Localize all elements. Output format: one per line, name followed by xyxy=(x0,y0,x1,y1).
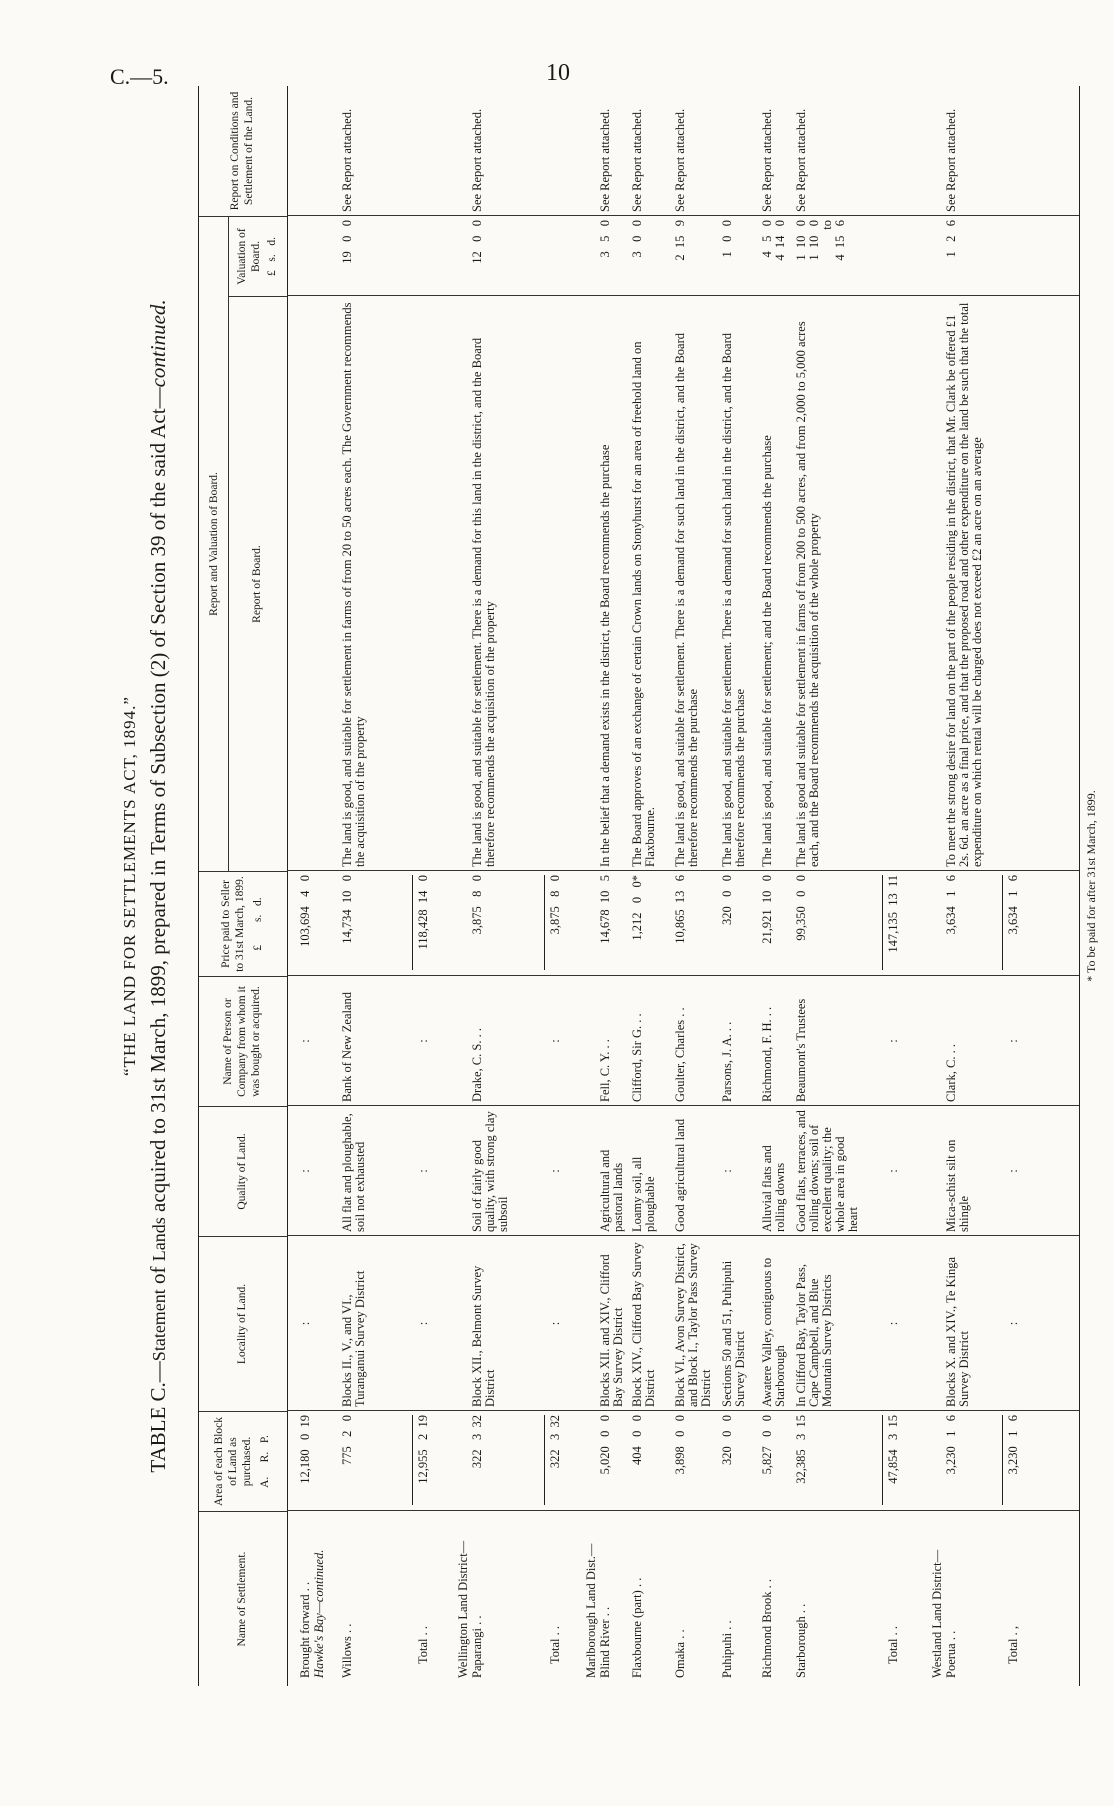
header-price-label: Price paid to Seller to 31st March, 1899. xyxy=(220,876,247,972)
header-area-label: Area of each Block of Land as purchased. xyxy=(213,1416,253,1507)
total-rule xyxy=(544,875,545,970)
cell-area: 12,180 0 19 xyxy=(298,1415,312,1484)
total-rule xyxy=(412,875,413,970)
cell-locality: : xyxy=(548,1321,562,1326)
cell-valuation: 2 15 9 xyxy=(673,220,687,261)
cell-price: 320 0 0 xyxy=(720,875,734,925)
cell-valuation: 1 0 0 xyxy=(720,220,734,258)
total-rule xyxy=(1002,875,1003,970)
title-statement: Statement xyxy=(149,1289,169,1362)
total-rule xyxy=(1002,1415,1003,1505)
cell-name: Puhipuhi . . xyxy=(720,1620,734,1678)
rotated-table-page xyxy=(100,86,1098,1686)
header-area-units: A. R. P. xyxy=(258,1435,271,1488)
cell-name: Blind River . . xyxy=(598,1606,612,1678)
cell-price: 147,135 13 11 xyxy=(886,875,900,953)
cell-conditions: See Report attached. xyxy=(470,108,484,212)
cell-person: Richmond, F. H. . . xyxy=(760,1006,774,1102)
cell-quality: Mica-schist silt on shingle xyxy=(944,1139,971,1232)
header-report: Report of Board. xyxy=(229,296,287,871)
total-rule xyxy=(882,1415,883,1505)
cell-price: 21,921 10 0 xyxy=(760,875,774,944)
cell-area: 404 0 0 xyxy=(630,1415,644,1465)
act-title: “THE LAND FOR SETTLEMENTS ACT, 1894.” xyxy=(120,696,139,1076)
cell-person: Clark, C. . . xyxy=(944,1044,958,1102)
cell-person: Drake, C. S. . . xyxy=(470,1028,484,1102)
cell-person: Fell, C. Y. . . xyxy=(598,1039,612,1102)
footnote: * To be paid for after 31st March, 1899. xyxy=(1084,790,1098,982)
cell-name: Hawke's Bay—continued. xyxy=(312,1549,326,1678)
cell-quality: : xyxy=(886,1169,900,1173)
cell-quality: : xyxy=(416,1169,430,1173)
cell-conditions: See Report attached. xyxy=(760,108,774,212)
cell-name: Total . . xyxy=(886,1625,900,1664)
cell-quality: All flat and ploughable, soil not exhausted xyxy=(340,1113,367,1232)
cell-name: Total . . xyxy=(548,1625,562,1664)
cell-locality: Block VI., Avon Survey District, and Block I., Taylor Pass Survey District xyxy=(673,1243,713,1407)
cell-locality: Block XII., Belmont Survey District xyxy=(470,1265,497,1407)
cell-person: : xyxy=(416,1039,430,1043)
cell-quality: Agricultural and pastoral lands xyxy=(598,1149,625,1232)
cell-locality: Sections 50 and 51, Puhipuhi Survey District xyxy=(720,1260,747,1407)
cell-person: Beaumont's Trustees xyxy=(794,998,808,1102)
cell-price: 3,875 8 0 xyxy=(548,875,562,935)
cell-name: Total . . xyxy=(416,1625,430,1664)
cell-name: Wellington Land District— xyxy=(456,1540,470,1678)
cell-name: Starborough . . xyxy=(794,1603,808,1678)
cell-quality: : xyxy=(298,1169,312,1173)
cell-area: 5,827 0 0 xyxy=(760,1415,774,1475)
cell-locality: Block XIV., Clifford Bay Survey District xyxy=(630,1242,657,1407)
cell-area: 5,020 0 0 xyxy=(598,1415,612,1475)
cell-name: Omaka . . xyxy=(673,1629,687,1678)
cell-report: The land is good and suitable for settlement in farms of from 200 to 500 acres, and from 2,000 to 5,000 acres each, and the Board recommends the acquisition of the whole property xyxy=(794,321,821,867)
header-report-valuation: Report and Valuation of Board. xyxy=(199,216,229,871)
lands-table xyxy=(198,86,1080,1686)
cell-price: 10,865 13 6 xyxy=(673,875,687,944)
cell-area: 47,854 3 15 xyxy=(886,1415,900,1484)
cell-name: Brought forward . . xyxy=(298,1581,312,1678)
cell-quality: : xyxy=(1006,1169,1020,1173)
cell-area: 322 3 32 xyxy=(548,1415,562,1469)
header-locality: Locality of Land. xyxy=(199,1236,287,1411)
cell-area: 3,230 1 6 xyxy=(1006,1415,1020,1475)
cell-report: The land is good, and suitable for settlement; and the Board recommends the purchase xyxy=(760,435,774,867)
cell-report: The land is good, and suitable for settlement. There is a demand for such land in the district, and the Board therefore recommends the purchase xyxy=(720,332,747,867)
cell-price: 99,350 0 0 xyxy=(794,875,808,941)
cell-quality: : xyxy=(720,1169,734,1173)
cell-locality: Awatere Valley, contiguous to Starborough xyxy=(760,1257,787,1407)
cell-conditions: See Report attached. xyxy=(630,108,644,212)
cell-report: The land is good, and suitable for settlement in farms of from 20 to 50 acres each. The Government recommends the acquisition of the property xyxy=(340,302,367,867)
cell-price: 14,678 10 5 xyxy=(598,875,612,944)
header-conditions: Report on Conditions and Settlement of the Land. xyxy=(229,91,255,211)
cell-name: Westland Land District— xyxy=(930,1549,944,1678)
cell-quality: Good flats, terraces, and rolling downs; soil of excellent quality; the whole area in good heart xyxy=(794,1110,860,1232)
cell-area: 775 2 0 xyxy=(340,1415,354,1465)
header-person: Name of Person or Company from whom it was bought or acquired. xyxy=(199,976,287,1106)
cell-area: 322 3 32 xyxy=(470,1415,484,1469)
cell-quality: : xyxy=(548,1169,562,1173)
cell-conditions: See Report attached. xyxy=(944,108,958,212)
cell-name: Poerua . . xyxy=(944,1630,958,1678)
cell-report: In the belief that a demand exists in the district, the Board recommends the purchase xyxy=(598,444,612,867)
cell-person: Goulter, Charles . . xyxy=(673,1007,687,1102)
cell-name: Paparangi . . xyxy=(470,1615,484,1678)
title-lands: Lands xyxy=(149,1217,169,1262)
header-price-units: £ s. d. xyxy=(251,897,264,951)
header-rule xyxy=(287,86,288,1686)
cell-valuation: 4 5 0 4 14 0 xyxy=(760,220,787,261)
cell-name: Richmond Brook . . xyxy=(760,1579,774,1678)
cell-valuation: 3 5 0 xyxy=(598,220,612,258)
cell-quality: Good agricultural land xyxy=(673,1118,687,1232)
header-price xyxy=(199,871,287,976)
cell-conditions: See Report attached. xyxy=(598,108,612,212)
page-code: C.—5. xyxy=(110,64,169,89)
cell-name: Flaxbourne (part) . . xyxy=(630,1577,644,1678)
cell-valuation: 1 10 0 1 10 0 to 4 15 6 xyxy=(794,220,847,261)
cell-name: Willows . . xyxy=(340,1623,354,1678)
cell-conditions: See Report attached. xyxy=(340,108,354,212)
cell-locality: : xyxy=(1006,1321,1020,1326)
cell-price: 3,634 1 6 xyxy=(944,875,958,935)
title-of: of xyxy=(146,1261,170,1290)
cell-report: The land is good, and suitable for settlement. There is a demand for this land in the district, and the Board therefore recommends the acquisition of the property xyxy=(470,337,497,867)
cell-area: 12,955 2 19 xyxy=(416,1415,430,1484)
cell-person: Parsons, J. A. . . xyxy=(720,1021,734,1102)
cell-person: : xyxy=(548,1039,562,1043)
header-name: Name of Settlement. xyxy=(199,1511,287,1686)
cell-quality: Alluvial flats and rolling downs xyxy=(760,1145,787,1232)
cell-conditions: See Report attached. xyxy=(673,108,687,212)
cell-person: : xyxy=(1006,1039,1020,1043)
cell-name: Total . , xyxy=(1006,1625,1020,1664)
cell-valuation: 19 0 0 xyxy=(340,220,354,264)
header-valuation-units: £ s. d. xyxy=(266,237,279,276)
header-valuation xyxy=(229,216,287,296)
total-rule xyxy=(412,1415,413,1505)
cell-person: : xyxy=(298,1039,312,1043)
cell-locality: Blocks II., V., and VI., Turanganui Survey District xyxy=(340,1270,367,1407)
cell-conditions: See Report attached. xyxy=(794,108,808,212)
cell-quality: Soil of fairly good quality, with strong clay subsoil xyxy=(470,1111,510,1232)
header-area xyxy=(199,1411,287,1511)
cell-report: The land is good, and suitable for settlement. There is a demand for such land in the district, and the Board therefore recommends the purchase xyxy=(673,332,700,867)
cell-person: Bank of New Zealand xyxy=(340,991,354,1102)
table-id: TABLE C.— xyxy=(146,1361,170,1473)
cell-area: 3,898 0 0 xyxy=(673,1415,687,1475)
table-title xyxy=(146,86,171,1686)
total-rule xyxy=(882,875,883,970)
header-valuation-label: Valuation of Board. xyxy=(235,228,262,285)
cell-price: 1,212 0 0* xyxy=(630,875,644,941)
cell-person: : xyxy=(886,1039,900,1043)
cell-price: 118,428 14 0 xyxy=(416,875,430,950)
total-rule xyxy=(544,1415,545,1505)
cell-report: The Board approves of an exchange of certain Crown lands on Stonyhurst for an area of freehold land on Flaxbourne. xyxy=(630,341,657,867)
cell-locality: : xyxy=(886,1321,900,1326)
cell-report: To meet the strong desire for land on the part of the people residing in the district, that Mr. Clark be offered £1 2s. 6d. an acre as a final price, and that the proposed road and other expenditure on the land be such that the total expenditure on which rental will be charged does not exceed £2 an acre on an average xyxy=(944,302,984,867)
title-rest: acquired to 31st March, 1899, prepared in Terms of Subsection (2) of Section 39 of the said Act— xyxy=(146,387,170,1218)
cell-price: 3,634 1 6 xyxy=(1006,875,1020,935)
cell-locality: : xyxy=(416,1321,430,1326)
cell-quality: Loamy soil, all ploughable xyxy=(630,1156,657,1232)
cell-price: 3,875 8 0 xyxy=(470,875,484,935)
cell-valuation: 3 0 0 xyxy=(630,220,644,258)
cell-person: Clifford, Sir G. . . xyxy=(630,1013,644,1102)
cell-locality: In Clifford Bay, Taylor Pass, Cape Campbell, and Blue Mountain Survey Districts xyxy=(794,1264,834,1407)
cell-area: 320 0 0 xyxy=(720,1415,734,1465)
title-continued: continued. xyxy=(146,299,170,388)
cell-price: 14,734 10 0 xyxy=(340,875,354,944)
cell-locality: : xyxy=(298,1321,312,1326)
cell-area: 32,385 3 15 xyxy=(794,1415,808,1484)
cell-locality: Blocks X. and XIV., Te Kinga Survey District xyxy=(944,1256,971,1407)
header-quality: Quality of Land. xyxy=(199,1106,287,1236)
cell-valuation: 12 0 0 xyxy=(470,220,484,264)
cell-area: 3,230 1 6 xyxy=(944,1415,958,1475)
cell-valuation: 1 2 6 xyxy=(944,220,958,258)
cell-name: Marlborough Land Dist.— xyxy=(584,1543,598,1678)
cell-price: 103,694 4 0 xyxy=(298,875,312,947)
page-number: 10 xyxy=(546,60,570,86)
cell-locality: Blocks XII. and XIV., Clifford Bay Survey District xyxy=(598,1254,625,1407)
